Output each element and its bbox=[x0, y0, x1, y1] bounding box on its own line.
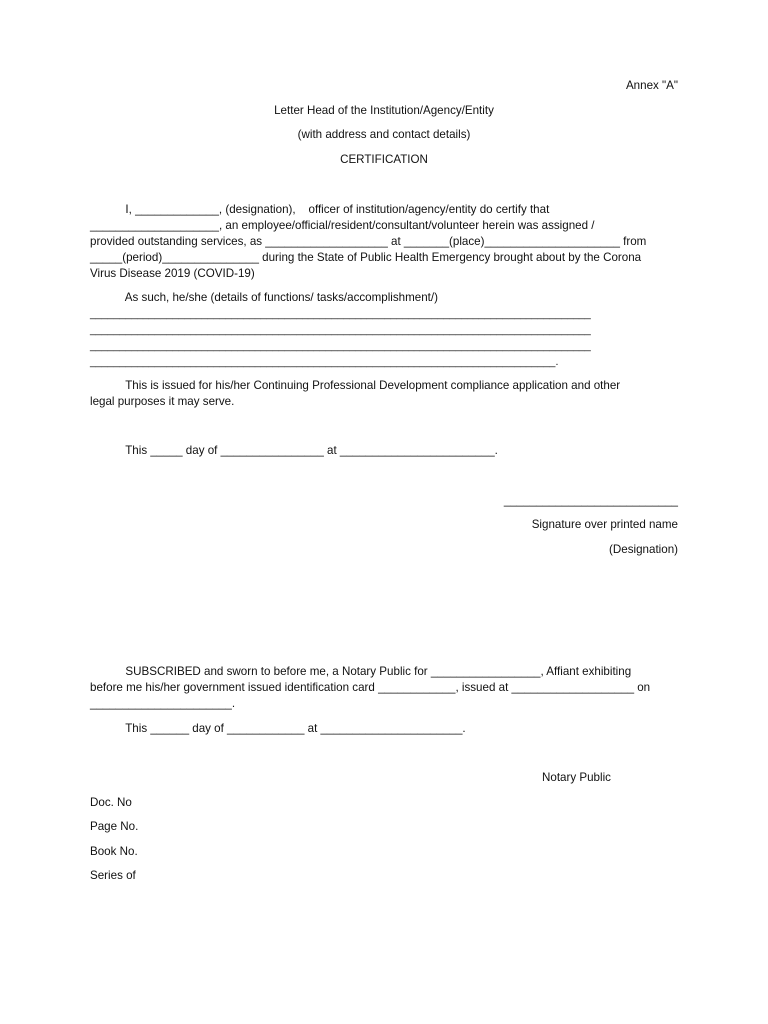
certification-line-3: provided outstanding services, as ___________________ at _______(place)_____________________ from bbox=[90, 235, 647, 248]
certification-line-5: Virus Disease 2019 (COVID-19) bbox=[90, 267, 255, 280]
address-note: (with address and contact details) bbox=[297, 128, 471, 141]
notary-line-1: SUBSCRIBED and sworn to before me, a Notary Public for _________________, Affiant exhibiting bbox=[90, 665, 632, 678]
signature-label: Signature over printed name bbox=[531, 518, 678, 531]
purpose-line-2: legal purposes it may serve. bbox=[90, 395, 235, 408]
certification-line-1: I, _____________, (designation), officer of institution/agency/entity do certify that bbox=[90, 203, 550, 216]
notary-date-place-line: This ______ day of ____________ at ______________________. bbox=[90, 722, 466, 735]
date-place-line: This _____ day of ________________ at ________________________. bbox=[90, 444, 498, 457]
document-title: CERTIFICATION bbox=[340, 153, 428, 166]
functions-intro: As such, he/she (details of functions/ tasks/accomplishment/) bbox=[90, 291, 438, 304]
functions-blank-line: _____________________________________________________________________________________ bbox=[90, 324, 591, 336]
series-of-label: Series of bbox=[90, 869, 136, 882]
notary-line-2: before me his/her government issued identification card ____________, issued at ___________________ on bbox=[90, 681, 651, 694]
annex-label: Annex "A" bbox=[625, 79, 678, 92]
certification-line-2: ____________________, an employee/official/resident/consultant/volunteer herein was assigned / bbox=[90, 219, 595, 232]
purpose-line-1: This is issued for his/her Continuing Professional Development compliance application and other bbox=[90, 379, 621, 392]
notary-line-3: ______________________. bbox=[90, 697, 236, 710]
notary-public-label: Notary Public bbox=[542, 771, 611, 784]
functions-blank-line: _____________________________________________________________________________________ bbox=[90, 340, 591, 352]
functions-blank-line: _______________________________________________________________________________. bbox=[90, 356, 559, 368]
doc-no-label: Doc. No bbox=[90, 796, 132, 809]
designation-label: (Designation) bbox=[609, 543, 678, 556]
page-no-label: Page No. bbox=[90, 820, 139, 833]
book-no-label: Book No. bbox=[90, 845, 138, 858]
signature-line: ___________________________ bbox=[503, 494, 678, 507]
functions-blank-line: _____________________________________________________________________________________ bbox=[90, 308, 591, 320]
certification-line-4: _____(period)_______________ during the State of Public Health Emergency brought about by the Corona bbox=[90, 251, 642, 264]
letterhead-heading: Letter Head of the Institution/Agency/Entity bbox=[274, 104, 494, 117]
